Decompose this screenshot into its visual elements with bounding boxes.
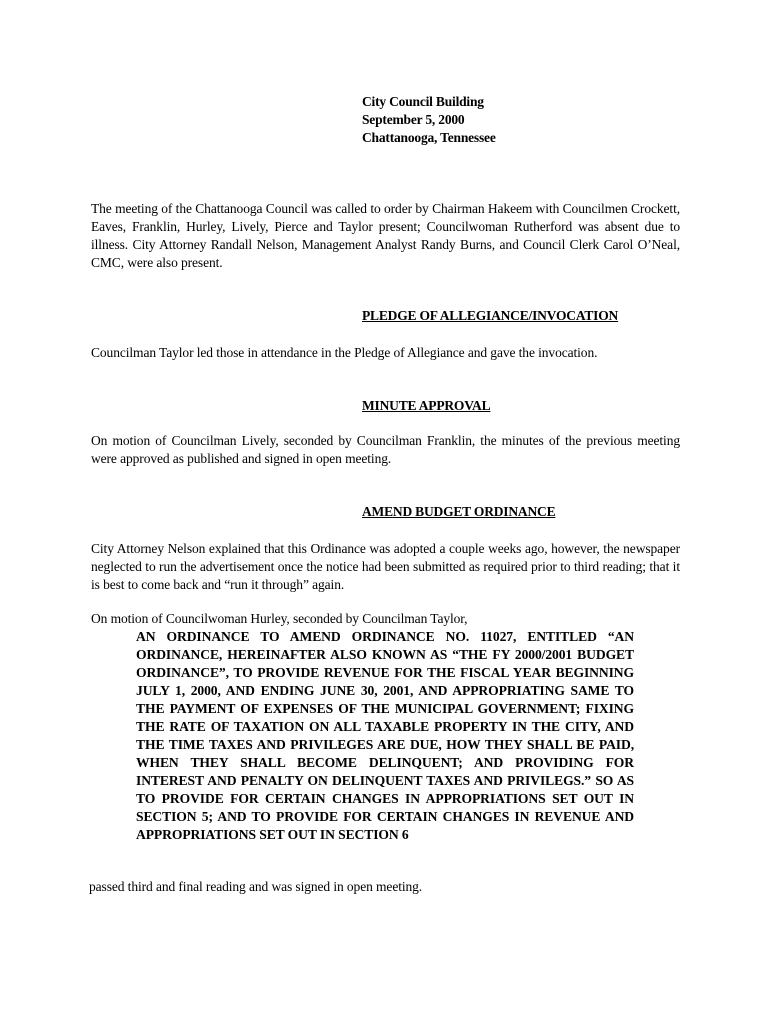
document-header bbox=[362, 93, 496, 147]
intro-paragraph: The meeting of the Chattanooga Council was called to order by Chairman Hakeem with Councilmen Crockett, Eaves, Franklin, Hurley, Lively, Pierce and Taylor present; Councilwoman Rutherford was absent due to illness. City Attorney Randall Nelson, Management Analyst Randy Burns, and Council Clerk Carol O’Neal, CMC, were also present. bbox=[91, 201, 680, 270]
minute-approval-paragraph: On motion of Councilman Lively, seconded by Councilman Franklin, the minutes of the previous meeting were approved as published and signed in open meeting. bbox=[91, 433, 680, 466]
header-city: Chattanooga, Tennessee bbox=[362, 130, 496, 145]
budget-paragraph: City Attorney Nelson explained that this Ordinance was adopted a couple weeks ago, however, the newspaper neglected to run the advertisement once the notice had been submitted as required prior to third reading; that it is best to come back and “run it through” again. bbox=[91, 541, 680, 592]
ordinance-text: AN ORDINANCE TO AMEND ORDINANCE NO. 11027, ENTITLED “AN ORDINANCE, HEREINAFTER ALSO KNOWN AS “THE FY 2000/2001 BUDGET ORDINANCE”, TO PROVIDE REVENUE FOR THE FISCAL YEAR BEGINNING JULY 1, 2000, AND ENDING JUNE 30, 2001, AND APPROPRIATING SAME TO THE PAYMENT OF EXPENSES OF THE MUNICIPAL GOVERNMENT; FIXING THE RATE OF TAXATION ON ALL TAXABLE PROPERTY IN THE CITY, AND THE TIME TAXES AND PRIVILEGES ARE DUE, HOW THEY SHALL BE PAID, WHEN THEY SHALL BECOME DELINQUENT; AND PROVIDING FOR INTEREST AND PENALTY ON DELINQUENT TAXES AND PRIVILEGS.” SO AS TO PROVIDE FOR CERTAIN CHANGES IN APPROPRIATIONS SET OUT IN SECTION 5; AND TO PROVIDE FOR CERTAIN CHANGES IN REVENUE AND APPROPRIATIONS SET OUT IN SECTION 6 bbox=[136, 629, 634, 842]
budget-result: passed third and final reading and was signed in open meeting. bbox=[89, 879, 423, 894]
budget-heading: AMEND BUDGET ORDINANCE bbox=[362, 504, 556, 519]
header-location: City Council Building bbox=[362, 94, 484, 109]
header-date: September 5, 2000 bbox=[362, 112, 465, 127]
pledge-paragraph: Councilman Taylor led those in attendance in the Pledge of Allegiance and gave the invocation. bbox=[91, 345, 598, 360]
pledge-heading: PLEDGE OF ALLEGIANCE/INVOCATION bbox=[362, 308, 619, 323]
budget-motion: On motion of Councilwoman Hurley, seconded by Councilman Taylor, bbox=[91, 611, 468, 626]
minute-approval-heading: MINUTE APPROVAL bbox=[362, 398, 491, 413]
